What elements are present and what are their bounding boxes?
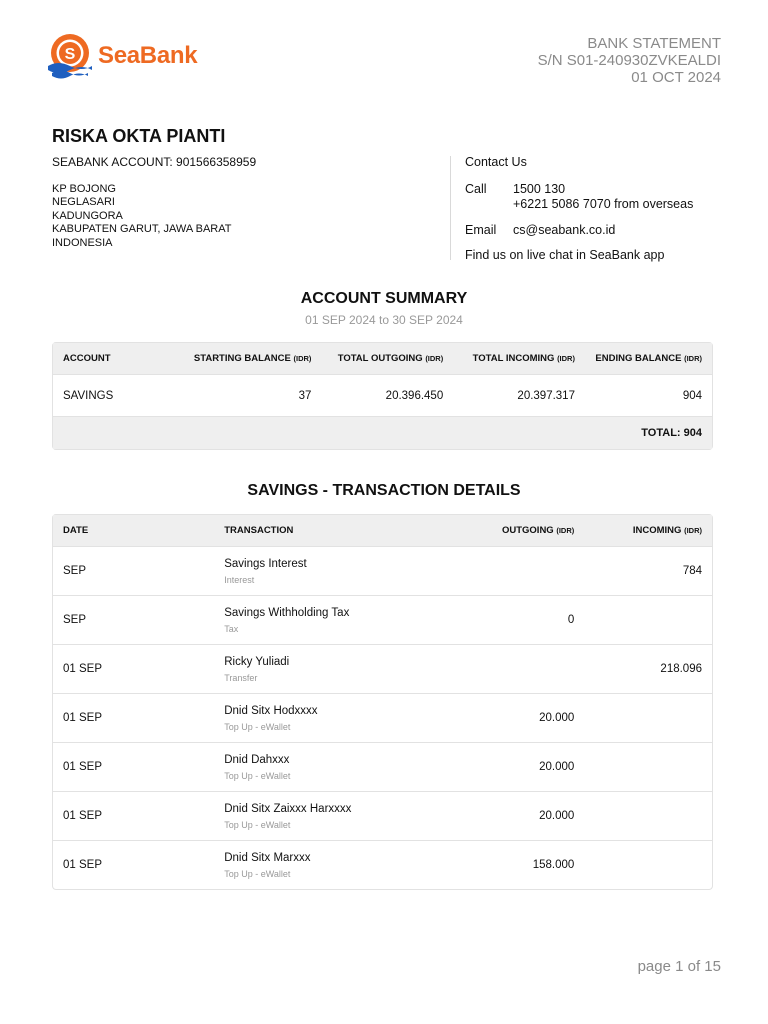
address-line: KP BOJONG <box>52 183 116 195</box>
table-row <box>53 742 712 791</box>
summary-period: 01 SEP 2024 to 30 SEP 2024 <box>305 313 463 327</box>
transaction-cell <box>214 693 456 742</box>
transaction-cell <box>214 595 456 644</box>
email-link[interactable]: cs@seabank.co.id <box>513 223 616 237</box>
transaction-category: Transfer <box>224 672 258 683</box>
call-number[interactable]: 1500 130 <box>513 182 566 196</box>
transaction-incoming <box>584 742 712 791</box>
contact-email <box>465 223 693 238</box>
transaction-date: 01 SEP <box>53 742 214 791</box>
transaction-cell <box>214 742 456 791</box>
transaction-date: 01 SEP <box>53 791 214 840</box>
transaction-name: Savings Interest <box>224 557 307 570</box>
table-row <box>53 595 712 644</box>
transaction-incoming <box>584 693 712 742</box>
email-label: Email <box>465 223 497 237</box>
account-number: SEABANK ACCOUNT: 901566358959 <box>52 155 257 169</box>
brand-name: SeaBank <box>98 42 198 69</box>
total-incoming: 20.397.317 <box>453 374 585 416</box>
transaction-outgoing <box>457 644 585 693</box>
statement-date: 01 OCT 2024 <box>631 69 721 86</box>
transaction-name: Ricky Yuliadi <box>224 655 290 668</box>
col-date: DATE <box>53 515 214 546</box>
transaction-name: Dnid Sitx Marxxx <box>224 851 311 864</box>
account-summary-title: ACCOUNT SUMMARY <box>300 290 468 307</box>
transaction-incoming: 218.096 <box>584 644 712 693</box>
transaction-incoming <box>584 595 712 644</box>
address-line: KABUPATEN GARUT, JAWA BARAT <box>52 223 232 236</box>
transaction-cell <box>214 644 456 693</box>
contact-info <box>465 155 693 263</box>
transaction-date: 01 SEP <box>53 840 214 889</box>
table-row <box>53 840 712 889</box>
svg-text:S: S <box>64 46 76 63</box>
col-total-incoming: TOTAL INCOMING (IDR) <box>453 343 585 374</box>
transaction-cell <box>214 791 456 840</box>
call-label: Call <box>465 182 487 196</box>
transaction-incoming <box>584 791 712 840</box>
transaction-category: Top Up - eWallet <box>224 770 291 781</box>
transaction-category: Top Up - eWallet <box>224 819 291 830</box>
transaction-date: SEP <box>53 595 214 644</box>
transaction-category: Interest <box>224 574 255 585</box>
statement-header <box>538 35 721 86</box>
transaction-outgoing: 0 <box>457 595 585 644</box>
seabank-logo <box>46 33 197 79</box>
transaction-details-title: SAVINGS - TRANSACTION DETAILS <box>247 482 521 499</box>
page-indicator: page 1 of 15 <box>637 958 721 975</box>
address-line: KADUNGORA <box>52 209 123 222</box>
live-chat-text: Find us on live chat in SeaBank app <box>465 248 665 262</box>
serial-number: S/N S01-240930ZVKEALDI <box>537 52 721 69</box>
ending-balance: 904 <box>585 374 712 416</box>
transaction-outgoing: 20.000 <box>457 742 585 791</box>
col-ending-balance: ENDING BALANCE (IDR) <box>585 343 712 374</box>
table-row <box>53 374 712 416</box>
table-header-row <box>53 515 712 546</box>
transaction-date: 01 SEP <box>53 693 214 742</box>
transaction-category: Tax <box>224 623 239 634</box>
table-row <box>53 693 712 742</box>
transaction-category: Top Up - eWallet <box>224 721 291 732</box>
address-line: INDONESIA <box>52 236 113 249</box>
transaction-incoming: 784 <box>584 546 712 595</box>
transaction-rows <box>53 546 712 889</box>
transaction-date: 01 SEP <box>53 644 214 693</box>
col-starting-balance: STARTING BALANCE (IDR) <box>162 343 321 374</box>
call-overseas[interactable]: +6221 5086 7070 from overseas <box>513 197 694 211</box>
starting-balance: 37 <box>162 374 321 416</box>
vertical-divider <box>450 156 451 260</box>
table-row <box>53 644 712 693</box>
seabank-logo-icon <box>46 33 94 79</box>
transaction-name: Dnid Sitx Zaixxx Harxxxx <box>224 802 352 815</box>
transaction-cell <box>214 546 456 595</box>
table-header-row <box>53 343 712 374</box>
transaction-date: SEP <box>53 546 214 595</box>
contact-title: Contact Us <box>465 155 527 169</box>
table-row <box>53 546 712 595</box>
account-type: SAVINGS <box>53 374 162 416</box>
col-outgoing: OUTGOING (IDR) <box>457 515 585 546</box>
total-row <box>53 416 712 449</box>
customer-address <box>52 183 232 250</box>
transaction-cell <box>214 840 456 889</box>
document-type: BANK STATEMENT <box>587 35 721 52</box>
total-value: TOTAL: 904 <box>53 416 712 449</box>
transaction-name: Savings Withholding Tax <box>224 606 350 619</box>
total-outgoing: 20.396.450 <box>321 374 453 416</box>
table-row <box>53 791 712 840</box>
transaction-outgoing: 20.000 <box>457 693 585 742</box>
contact-call <box>465 182 693 212</box>
col-transaction: TRANSACTION <box>214 515 456 546</box>
col-total-outgoing: TOTAL OUTGOING (IDR) <box>321 343 453 374</box>
transaction-outgoing: 20.000 <box>457 791 585 840</box>
transaction-outgoing: 158.000 <box>457 840 585 889</box>
col-account: ACCOUNT <box>53 343 162 374</box>
address-line: NEGLASARI <box>52 196 115 209</box>
transaction-outgoing <box>457 546 585 595</box>
transaction-table <box>52 514 713 890</box>
customer-name: RISKA OKTA PIANTI <box>52 126 226 146</box>
account-summary-table <box>52 342 713 450</box>
transaction-name: Dnid Sitx Hodxxxx <box>224 704 318 717</box>
col-incoming: INCOMING (IDR) <box>584 515 712 546</box>
transaction-category: Top Up - eWallet <box>224 868 291 879</box>
transaction-incoming <box>584 840 712 889</box>
transaction-name: Dnid Dahxxx <box>224 753 290 766</box>
